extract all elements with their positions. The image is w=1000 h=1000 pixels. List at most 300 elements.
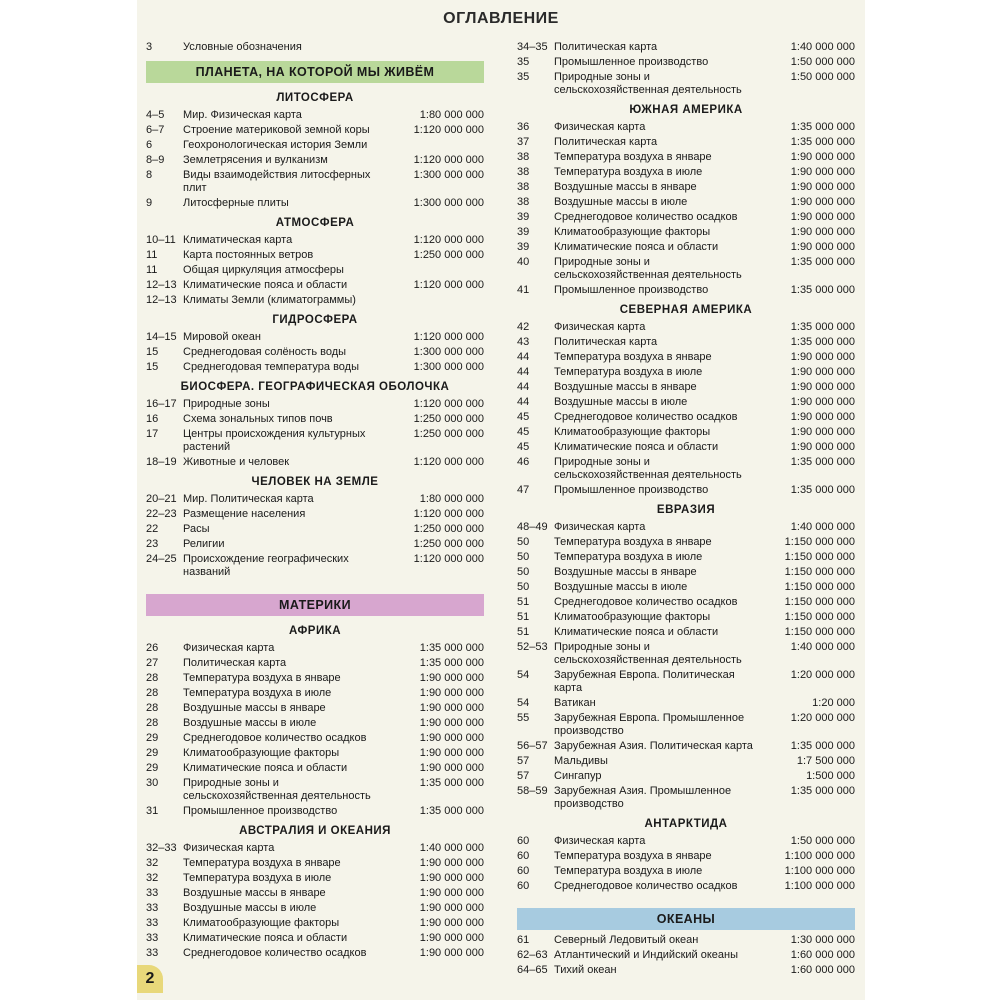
entry-page: 58–59 bbox=[517, 785, 548, 797]
entry-scale: 1:35 000 000 bbox=[419, 777, 484, 789]
entry-scale: 1:30 000 000 bbox=[790, 934, 855, 946]
toc-entry[interactable] bbox=[146, 916, 484, 931]
entry-page: 51 bbox=[517, 626, 530, 638]
entry-title: Физическая карта bbox=[554, 521, 646, 533]
entry-page: 16 bbox=[146, 413, 159, 425]
entry-page: 46 bbox=[517, 456, 530, 468]
toc-entry[interactable] bbox=[517, 425, 855, 440]
entry-page: 64–65 bbox=[517, 964, 548, 976]
toc-entry[interactable] bbox=[146, 841, 484, 856]
entry-scale: 1:80 000 000 bbox=[419, 493, 484, 505]
entry-page: 39 bbox=[517, 211, 530, 223]
toc-entry[interactable] bbox=[146, 108, 484, 123]
entry-page: 6–7 bbox=[146, 124, 165, 136]
toc-entry[interactable] bbox=[517, 70, 855, 98]
entry-page: 60 bbox=[517, 835, 530, 847]
entry-scale: 1:300 000 000 bbox=[413, 169, 484, 181]
toc-entry[interactable] bbox=[146, 686, 484, 701]
entry-page: 35 bbox=[517, 56, 530, 68]
entry-title: Климатообразующие факторы bbox=[554, 611, 711, 623]
entry-page: 4–5 bbox=[146, 109, 165, 121]
toc-entry[interactable] bbox=[517, 535, 855, 550]
entry-title: Природные зоны и сельскохозяйственная деятельность bbox=[554, 256, 742, 281]
entry-page: 6 bbox=[146, 139, 153, 151]
entry-scale bbox=[394, 139, 484, 152]
toc-entry[interactable] bbox=[146, 804, 484, 819]
entry-page: 60 bbox=[517, 865, 530, 877]
entry-title: Воздушные массы в июле bbox=[183, 902, 317, 914]
entry-title: Температура воздуха в январе bbox=[554, 536, 712, 548]
toc-entry[interactable] bbox=[146, 330, 484, 345]
toc-entry[interactable] bbox=[517, 440, 855, 455]
entry-page: 29 bbox=[146, 747, 159, 759]
entry-scale bbox=[394, 41, 484, 54]
entry-page: 31 bbox=[146, 805, 159, 817]
entry-title: Промышленное производство bbox=[554, 284, 709, 296]
toc-entry[interactable] bbox=[146, 138, 484, 153]
entry-title: Условные обозначения bbox=[183, 41, 302, 53]
toc-entry[interactable] bbox=[146, 397, 484, 412]
entry-page: 44 bbox=[517, 396, 530, 408]
entry-page: 34–35 bbox=[517, 41, 548, 53]
toc-entry[interactable] bbox=[146, 522, 484, 537]
toc-entry[interactable] bbox=[146, 360, 484, 375]
entry-page: 14–15 bbox=[146, 331, 177, 343]
toc-entry[interactable] bbox=[146, 761, 484, 776]
entry-scale: 1:250 000 000 bbox=[413, 249, 484, 261]
entry-scale: 1:150 000 000 bbox=[784, 581, 855, 593]
toc-entry[interactable] bbox=[517, 784, 855, 812]
toc-entry[interactable] bbox=[146, 507, 484, 522]
subsection-heading: ЛИТОСФЕРА bbox=[276, 92, 354, 104]
entry-title: Схема зональных типов почв bbox=[183, 413, 333, 425]
toc-entry[interactable] bbox=[146, 248, 484, 263]
toc-entry[interactable] bbox=[517, 640, 855, 668]
entry-title: Климатические пояса и области bbox=[183, 932, 348, 944]
entry-scale: 1:150 000 000 bbox=[784, 596, 855, 608]
subsection-heading: АВСТРАЛИЯ И ОКЕАНИЯ bbox=[239, 825, 391, 837]
entry-scale: 1:250 000 000 bbox=[413, 538, 484, 550]
entry-title: Воздушные массы в июле bbox=[554, 581, 688, 593]
toc-entry[interactable] bbox=[146, 278, 484, 293]
entry-scale: 1:100 000 000 bbox=[784, 850, 855, 862]
entry-title: Промышленное производство bbox=[183, 805, 338, 817]
subsection-heading: АФРИКА bbox=[288, 625, 342, 637]
toc-entry[interactable] bbox=[517, 834, 855, 849]
toc-entry[interactable] bbox=[517, 668, 855, 696]
entry-title: Тихий океан bbox=[554, 964, 617, 976]
toc-entry[interactable] bbox=[146, 552, 484, 580]
toc-entry[interactable] bbox=[517, 350, 855, 365]
entry-title: Воздушные массы в январе bbox=[554, 381, 697, 393]
entry-title: Центры происхождения культурных растений bbox=[183, 428, 366, 453]
entry-page: 3 bbox=[146, 41, 153, 53]
entry-scale: 1:35 000 000 bbox=[790, 785, 855, 797]
entry-title: Воздушные массы в январе bbox=[554, 181, 697, 193]
entry-title: Карта постоянных ветров bbox=[183, 249, 314, 261]
entry-title: Климатообразующие факторы bbox=[554, 226, 711, 238]
toc-entry[interactable] bbox=[146, 701, 484, 716]
entry-scale: 1:120 000 000 bbox=[413, 331, 484, 343]
entry-page: 38 bbox=[517, 151, 530, 163]
entry-scale: 1:80 000 000 bbox=[419, 109, 484, 121]
entry-page: 12–13 bbox=[146, 294, 177, 306]
entry-page: 17 bbox=[146, 428, 159, 440]
entry-page: 45 bbox=[517, 441, 530, 453]
toc-entry[interactable] bbox=[517, 769, 855, 784]
entry-scale: 1:35 000 000 bbox=[419, 642, 484, 654]
entry-page: 11 bbox=[146, 264, 158, 276]
entry-scale: 1:90 000 000 bbox=[790, 211, 855, 223]
entry-scale: 1:100 000 000 bbox=[784, 865, 855, 877]
entry-scale: 1:90 000 000 bbox=[419, 687, 484, 699]
entry-scale: 1:90 000 000 bbox=[790, 366, 855, 378]
entry-title: Климатообразующие факторы bbox=[183, 917, 340, 929]
entry-title: Зарубежная Азия. Промышленное производство bbox=[554, 785, 732, 810]
toc-entry[interactable] bbox=[517, 933, 855, 948]
entry-scale: 1:90 000 000 bbox=[419, 672, 484, 684]
entry-scale: 1:120 000 000 bbox=[413, 234, 484, 246]
toc-entry[interactable] bbox=[517, 180, 855, 195]
toc-entry[interactable] bbox=[517, 483, 855, 498]
entry-page: 39 bbox=[517, 241, 530, 253]
entry-scale: 1:35 000 000 bbox=[790, 484, 855, 496]
entry-page: 54 bbox=[517, 697, 530, 709]
entry-title: Среднегодовая солёность воды bbox=[183, 346, 347, 358]
toc-entry[interactable] bbox=[517, 320, 855, 335]
toc-entry[interactable] bbox=[146, 427, 484, 455]
entry-title: Климатические пояса и области bbox=[183, 762, 348, 774]
entry-title: Температура воздуха в июле bbox=[183, 872, 332, 884]
toc-entry[interactable] bbox=[517, 625, 855, 640]
toc-entry[interactable] bbox=[146, 871, 484, 886]
entry-page: 45 bbox=[517, 411, 530, 423]
toc-entry[interactable] bbox=[146, 946, 484, 961]
section-gap bbox=[517, 894, 855, 902]
entry-title: Политическая карта bbox=[554, 136, 658, 148]
entry-scale: 1:90 000 000 bbox=[790, 166, 855, 178]
toc-entry[interactable] bbox=[517, 711, 855, 739]
subsection-heading: БИОСФЕРА. ГЕОГРАФИЧЕСКАЯ ОБОЛОЧКА bbox=[180, 381, 450, 393]
entry-title: Мировой океан bbox=[183, 331, 261, 343]
toc-entry[interactable] bbox=[146, 196, 484, 211]
subsection-heading: СЕВЕРНАЯ АМЕРИКА bbox=[619, 304, 753, 316]
entry-scale: 1:20 000 bbox=[812, 697, 855, 709]
toc-entry[interactable] bbox=[517, 610, 855, 625]
toc-entry[interactable] bbox=[146, 153, 484, 168]
entry-page: 16–17 bbox=[146, 398, 177, 410]
section-band: ПЛАНЕТА, НА КОТОРОЙ МЫ ЖИВЁМ bbox=[146, 61, 484, 83]
toc-entry[interactable] bbox=[517, 739, 855, 754]
entry-page: 39 bbox=[517, 226, 530, 238]
toc-entry[interactable] bbox=[146, 776, 484, 804]
entry-page: 61 bbox=[517, 934, 530, 946]
entry-title: Температура воздуха в январе bbox=[554, 151, 712, 163]
entry-page: 60 bbox=[517, 880, 530, 892]
entry-page: 42 bbox=[517, 321, 530, 333]
entry-title: Геохронологическая история Земли bbox=[183, 139, 368, 151]
toc-entry[interactable] bbox=[146, 455, 484, 470]
toc-entry[interactable] bbox=[517, 225, 855, 240]
entry-page: 54 bbox=[517, 669, 530, 681]
entry-page: 24–25 bbox=[146, 553, 177, 565]
toc-entry[interactable] bbox=[146, 671, 484, 686]
entry-title: Температура воздуха в июле bbox=[554, 166, 703, 178]
entry-scale: 1:150 000 000 bbox=[784, 611, 855, 623]
entry-title: Ватикан bbox=[554, 697, 596, 709]
entry-scale: 1:120 000 000 bbox=[413, 553, 484, 565]
entry-scale: 1:90 000 000 bbox=[790, 411, 855, 423]
toc-entry[interactable] bbox=[517, 410, 855, 425]
entry-scale: 1:500 000 bbox=[806, 770, 855, 782]
entry-title: Виды взаимодействия литосферных плит bbox=[183, 169, 371, 194]
subsection-heading: АТМОСФЕРА bbox=[275, 217, 355, 229]
entry-scale: 1:50 000 000 bbox=[790, 56, 855, 68]
entry-scale: 1:40 000 000 bbox=[790, 641, 855, 653]
entry-scale: 1:90 000 000 bbox=[419, 762, 484, 774]
entry-title: Политическая карта bbox=[554, 41, 658, 53]
toc-entry[interactable] bbox=[146, 293, 484, 308]
section-band: ОКЕАНЫ bbox=[517, 908, 855, 930]
toc-left-column bbox=[146, 40, 484, 961]
entry-scale: 1:300 000 000 bbox=[413, 361, 484, 373]
entry-title: Физическая карта bbox=[554, 321, 646, 333]
entry-page: 28 bbox=[146, 717, 159, 729]
entry-title: Животные и человек bbox=[183, 456, 290, 468]
entry-scale: 1:300 000 000 bbox=[413, 346, 484, 358]
toc-entry[interactable] bbox=[146, 40, 484, 55]
entry-title: Физическая карта bbox=[183, 642, 275, 654]
toc-entry[interactable] bbox=[146, 716, 484, 731]
entry-scale: 1:7 500 000 bbox=[796, 755, 855, 767]
toc-entry[interactable] bbox=[517, 165, 855, 180]
toc-entry[interactable] bbox=[146, 263, 484, 278]
entry-title: Среднегодовое количество осадков bbox=[554, 596, 738, 608]
entry-title: Воздушные массы в июле bbox=[554, 196, 688, 208]
entry-scale: 1:120 000 000 bbox=[413, 456, 484, 468]
entry-page: 60 bbox=[517, 850, 530, 862]
entry-page: 22 bbox=[146, 523, 159, 535]
toc-entry[interactable] bbox=[517, 150, 855, 165]
entry-title: Мир. Физическая карта bbox=[183, 109, 302, 121]
section-gap bbox=[146, 580, 484, 588]
toc-entry[interactable] bbox=[517, 335, 855, 350]
toc-entry[interactable] bbox=[517, 550, 855, 565]
entry-page: 50 bbox=[517, 581, 530, 593]
entry-page: 26 bbox=[146, 642, 159, 654]
entry-page: 41 bbox=[517, 284, 530, 296]
toc-entry[interactable] bbox=[517, 195, 855, 210]
entry-title: Природные зоны bbox=[183, 398, 270, 410]
toc-entry[interactable] bbox=[517, 255, 855, 283]
entry-scale: 1:35 000 000 bbox=[790, 321, 855, 333]
entry-title: Происхождение географических названий bbox=[183, 553, 349, 578]
entry-page: 51 bbox=[517, 596, 530, 608]
entry-scale: 1:300 000 000 bbox=[413, 197, 484, 209]
entry-scale: 1:120 000 000 bbox=[413, 124, 484, 136]
entry-title: Климатообразующие факторы bbox=[554, 426, 711, 438]
entry-page: 44 bbox=[517, 351, 530, 363]
entry-title: Среднегодовое количество осадков bbox=[554, 880, 738, 892]
entry-scale: 1:90 000 000 bbox=[790, 441, 855, 453]
subsection-heading: ЮЖНАЯ АМЕРИКА bbox=[629, 104, 743, 116]
entry-page: 47 bbox=[517, 484, 530, 496]
entry-page: 8 bbox=[146, 169, 153, 181]
toc-entry[interactable] bbox=[146, 856, 484, 871]
toc-entry[interactable] bbox=[517, 696, 855, 711]
entry-scale: 1:120 000 000 bbox=[413, 279, 484, 291]
entry-page: 29 bbox=[146, 762, 159, 774]
toc-entry[interactable] bbox=[517, 520, 855, 535]
entry-page: 8–9 bbox=[146, 154, 165, 166]
entry-scale bbox=[394, 294, 484, 307]
entry-scale: 1:90 000 000 bbox=[419, 717, 484, 729]
toc-entry[interactable] bbox=[517, 283, 855, 298]
toc-entry[interactable] bbox=[146, 731, 484, 746]
entry-scale: 1:90 000 000 bbox=[790, 426, 855, 438]
toc-entry[interactable] bbox=[146, 901, 484, 916]
entry-page: 51 bbox=[517, 611, 530, 623]
entry-page: 50 bbox=[517, 566, 530, 578]
entry-page: 62–63 bbox=[517, 949, 548, 961]
entry-title: Политическая карта bbox=[554, 336, 658, 348]
entry-scale: 1:90 000 000 bbox=[790, 396, 855, 408]
entry-scale: 1:250 000 000 bbox=[413, 428, 484, 440]
entry-scale: 1:35 000 000 bbox=[790, 284, 855, 296]
entry-page: 38 bbox=[517, 166, 530, 178]
toc-entry[interactable] bbox=[146, 746, 484, 761]
entry-page: 28 bbox=[146, 672, 159, 684]
entry-page: 38 bbox=[517, 181, 530, 193]
entry-page: 57 bbox=[517, 770, 530, 782]
toc-entry[interactable] bbox=[517, 963, 855, 978]
entry-title: Природные зоны и сельскохозяйственная деятельность bbox=[183, 777, 371, 802]
toc-entry[interactable] bbox=[517, 135, 855, 150]
toc-entry[interactable] bbox=[517, 210, 855, 225]
entry-scale: 1:35 000 000 bbox=[419, 657, 484, 669]
entry-page: 15 bbox=[146, 361, 159, 373]
toc-entry[interactable] bbox=[517, 580, 855, 595]
toc-entry[interactable] bbox=[517, 849, 855, 864]
entry-title: Среднегодовое количество осадков bbox=[554, 211, 738, 223]
toc-entry[interactable] bbox=[517, 120, 855, 135]
entry-scale: 1:40 000 000 bbox=[419, 842, 484, 854]
entry-title: Литосферные плиты bbox=[183, 197, 289, 209]
toc-entry[interactable] bbox=[517, 55, 855, 70]
entry-page: 11 bbox=[146, 249, 158, 261]
entry-page: 45 bbox=[517, 426, 530, 438]
entry-scale: 1:90 000 000 bbox=[419, 732, 484, 744]
toc-entry[interactable] bbox=[517, 240, 855, 255]
entry-title: Сингапур bbox=[554, 770, 602, 782]
entry-scale bbox=[394, 264, 484, 277]
toc-entry[interactable] bbox=[517, 864, 855, 879]
entry-title: Северный Ледовитый океан bbox=[554, 934, 699, 946]
toc-entry[interactable] bbox=[146, 123, 484, 138]
entry-page: 33 bbox=[146, 887, 159, 899]
entry-scale: 1:90 000 000 bbox=[790, 151, 855, 163]
entry-page: 23 bbox=[146, 538, 159, 550]
entry-page: 33 bbox=[146, 932, 159, 944]
entry-scale: 1:150 000 000 bbox=[784, 536, 855, 548]
toc-entry[interactable] bbox=[146, 492, 484, 507]
entry-title: Климатообразующие факторы bbox=[183, 747, 340, 759]
entry-scale: 1:90 000 000 bbox=[419, 747, 484, 759]
entry-scale: 1:35 000 000 bbox=[790, 256, 855, 268]
entry-scale: 1:150 000 000 bbox=[784, 551, 855, 563]
entry-title: Природные зоны и сельскохозяйственная деятельность bbox=[554, 456, 742, 481]
entry-title: Температура воздуха в январе bbox=[554, 351, 712, 363]
entry-page: 33 bbox=[146, 917, 159, 929]
toc-entry[interactable] bbox=[146, 168, 484, 196]
entry-scale: 1:120 000 000 bbox=[413, 154, 484, 166]
entry-title: Природные зоны и сельскохозяйственная деятельность bbox=[554, 71, 742, 96]
entry-scale: 1:20 000 000 bbox=[790, 712, 855, 724]
entry-scale: 1:150 000 000 bbox=[784, 626, 855, 638]
toc-entry[interactable] bbox=[146, 537, 484, 552]
toc-entry[interactable] bbox=[146, 886, 484, 901]
page-title: ОГЛАВЛЕНИЕ bbox=[443, 10, 559, 27]
toc-entry[interactable] bbox=[146, 931, 484, 946]
toc-entry[interactable] bbox=[517, 948, 855, 963]
entry-page: 9 bbox=[146, 197, 153, 209]
entry-title: Среднегодовое количество осадков bbox=[183, 732, 367, 744]
entry-title: Природные зоны и сельскохозяйственная деятельность bbox=[554, 641, 742, 666]
entry-title: Температура воздуха в июле bbox=[554, 551, 703, 563]
toc-entry[interactable] bbox=[517, 754, 855, 769]
entry-title: Зарубежная Европа. Промышленное производство bbox=[554, 712, 745, 737]
entry-title: Атлантический и Индийский океаны bbox=[554, 949, 739, 961]
entry-scale: 1:90 000 000 bbox=[419, 702, 484, 714]
toc-entry[interactable] bbox=[517, 595, 855, 610]
entry-page: 37 bbox=[517, 136, 530, 148]
entry-page: 33 bbox=[146, 902, 159, 914]
entry-page: 12–13 bbox=[146, 279, 177, 291]
entry-title: Воздушные массы в январе bbox=[554, 566, 697, 578]
toc-entry[interactable] bbox=[146, 656, 484, 671]
entry-scale: 1:90 000 000 bbox=[790, 196, 855, 208]
entry-page: 27 bbox=[146, 657, 159, 669]
entry-page: 20–21 bbox=[146, 493, 177, 505]
entry-page: 55 bbox=[517, 712, 530, 724]
entry-scale: 1:90 000 000 bbox=[419, 887, 484, 899]
toc-entry[interactable] bbox=[146, 233, 484, 248]
entry-scale: 1:90 000 000 bbox=[419, 872, 484, 884]
toc-entry[interactable] bbox=[517, 380, 855, 395]
entry-scale: 1:35 000 000 bbox=[419, 805, 484, 817]
entry-scale: 1:90 000 000 bbox=[419, 932, 484, 944]
toc-entry[interactable] bbox=[517, 879, 855, 894]
toc-entry[interactable] bbox=[517, 365, 855, 380]
entry-scale: 1:120 000 000 bbox=[413, 508, 484, 520]
toc-entry[interactable] bbox=[146, 345, 484, 360]
entry-title: Температура воздуха в январе bbox=[554, 850, 712, 862]
entry-title: Промышленное производство bbox=[554, 484, 709, 496]
toc-entry[interactable] bbox=[146, 641, 484, 656]
entry-page: 43 bbox=[517, 336, 530, 348]
entry-title: Зарубежная Азия. Политическая карта bbox=[554, 740, 753, 752]
entry-title: Воздушные массы в июле bbox=[183, 717, 317, 729]
toc-entry[interactable] bbox=[517, 395, 855, 410]
entry-scale: 1:35 000 000 bbox=[790, 121, 855, 133]
entry-title: Общая циркуляция атмосферы bbox=[183, 264, 344, 276]
toc-entry[interactable] bbox=[517, 455, 855, 483]
toc-entry[interactable] bbox=[517, 40, 855, 55]
entry-title: Климатические пояса и области bbox=[554, 241, 719, 253]
toc-entry[interactable] bbox=[146, 412, 484, 427]
toc-entry[interactable] bbox=[517, 565, 855, 580]
entry-page: 32 bbox=[146, 857, 159, 869]
